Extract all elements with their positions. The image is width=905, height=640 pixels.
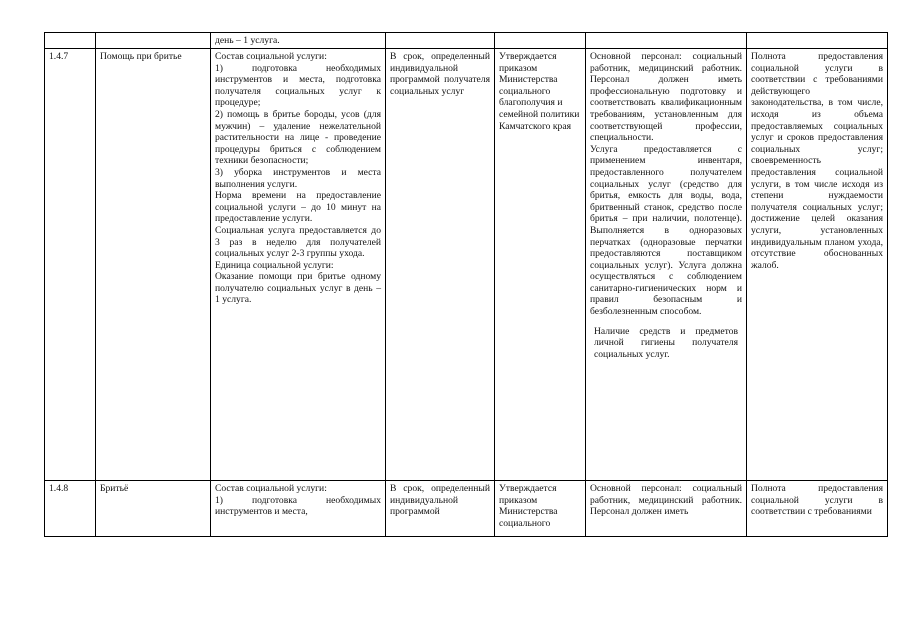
cell-number-empty (45, 33, 96, 49)
composition-line: Единица социальной услуги: (215, 259, 334, 271)
service-number (45, 49, 96, 481)
service-name-text: Бритьё (100, 483, 129, 494)
cell-term-empty (386, 33, 495, 49)
composition-line: 2) помощь в бритье бороды, усов (для мужчин) – удаление нежелательной растительности на лице - проведение процедуры бриться с соблюдением техники безопасности; (215, 108, 381, 167)
service-composition (211, 49, 386, 481)
composition-line: 1) подготовка необходимых инструментов и места, (215, 494, 381, 518)
service-conditions (586, 481, 747, 537)
composition-line: Норма времени на предоставление социальной услуги – до 10 минут на предоставление услуги. (215, 190, 381, 225)
composition-line: Оказание помощи при бритье одному получателю социальных услуг в день – 1 услуга. (215, 271, 381, 306)
service-indicators (747, 481, 888, 537)
service-number-text: 1.4.7 (49, 51, 69, 62)
service-indicators-text: Полнота предоставления социальной услуги в соответствии с требованиями действующего законодательства, в том числе, исходя из объема предоставляемых социальных услуг и сроков предоставления социальных услуг; своевременность предоставления социальной услуги, в том числе исходя из степени нуждаемости получателя социальных услуг; достижение целей оказания услуги, установленных индивидуальным планом ухода, отсутствие обоснованных жалоб. (751, 51, 883, 271)
service-number (45, 481, 96, 537)
service-indicators (747, 49, 888, 481)
cell-indicators-empty (747, 33, 888, 49)
service-number-text: 1.4.8 (49, 483, 69, 494)
service-term-text: В срок, определенный индивидуальной программой получателя социальных услуг (390, 51, 490, 97)
social-services-table (44, 32, 888, 537)
cell-name-empty (96, 33, 211, 49)
conditions-paragraph: Основной персонал: социальный работник, медицинский работник. Персонал должен иметь профессиональную подготовку и соответствовать квалификационным требованиям, установленным для соответствующей профессии, специальности. (590, 51, 742, 144)
service-tariff-text: Утверждается приказом Министерства социального благополучия и семейной политики Камчатского края (499, 51, 580, 132)
service-term (386, 481, 495, 537)
table-row (45, 33, 888, 49)
service-tariff (495, 49, 586, 481)
composition-tail: день – 1 услуга. (215, 35, 280, 46)
service-composition (211, 481, 386, 537)
service-conditions (586, 49, 747, 481)
service-indicators-text: Полнота предоставления социальной услуги в соответствии с требованиями (751, 483, 883, 518)
composition-line: Состав социальной услуги: (215, 483, 327, 494)
composition-line: 1) подготовка необходимых инструментов и места, подготовка получателя социальных услуг к процедуре; (215, 62, 381, 109)
service-term-text: В срок, определенный индивидуальной программой (390, 483, 490, 518)
conditions-paragraph: Наличие средств и предметов личной гигиены получателя социальных услуг. (594, 325, 738, 360)
service-name (96, 481, 211, 537)
composition-line: Состав социальной услуги: (215, 51, 327, 62)
paragraph-gap (590, 318, 742, 326)
service-tariff-text: Утверждается приказом Министерства социального (499, 483, 558, 529)
service-term (386, 49, 495, 481)
cell-tariff-empty (495, 33, 586, 49)
table-row (45, 481, 888, 537)
table-row (45, 49, 888, 481)
cell-conditions-empty (586, 33, 747, 49)
composition-line: 3) уборка инструментов и места выполнения услуги. (215, 166, 381, 190)
composition-line: Социальная услуга предоставляется до 3 раз в неделю для получателей социальных услуг 2-3 группы ухода. (215, 224, 381, 260)
conditions-paragraph: Услуга предоставляется с применением инвентаря, предоставленного получателем социальных услуг (средство для бритья, емкость для воды, вода, бритвенный станок, средство после бритья – при наличии, полотенце). Выполняется в одноразовых перчатках (одноразовые перчатки предоставляются поставщиком социальных услуг). Услуга должна осуществляться с соблюдением санитарно-гигиенических норм и правил безопасным и безболезненным способом. (590, 143, 742, 318)
cell-composition (211, 33, 386, 49)
service-name-text: Помощь при бритье (100, 51, 182, 62)
service-name (96, 49, 211, 481)
service-conditions-text: Основной персонал: социальный работник, медицинский работник. Персонал должен иметь (590, 483, 742, 518)
service-tariff (495, 481, 586, 537)
